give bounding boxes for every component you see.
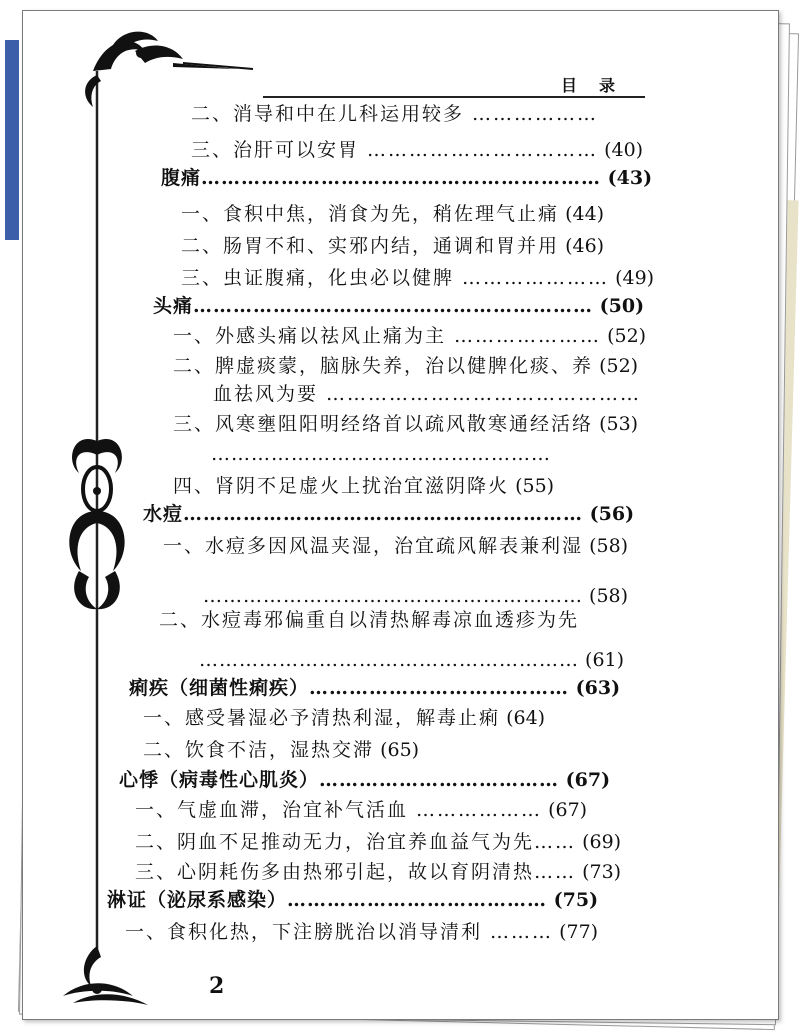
toc-entry: 三、虫证腹痛，化虫必以健脾 ………………… (49) (181, 267, 655, 289)
toc-entry-continued: …………………………………………… (211, 443, 551, 465)
toc-entry: 一、水痘多因风温夹湿，治宜疏风解表兼利湿 (58) (163, 535, 629, 557)
toc-section: 腹痛…………………………………………………… (43) (161, 167, 653, 189)
top-corner-ornament-icon (85, 32, 238, 107)
toc-entry: 二、饮食不洁，湿热交滞 (65) (143, 739, 420, 761)
header-rule (263, 96, 645, 98)
toc-section: 心悸（病毒性心肌炎）……………………………… (67) (119, 769, 611, 791)
toc-entry: 三、心阴耗伤多由热邪引起，故以育阴清热…… (73) (135, 861, 622, 883)
toc-entry: 三、风寒壅阻阳明经络首以疏风散寒通经活络 (53) (173, 413, 639, 435)
toc-entry: 一、感受暑湿必予清热利湿，解毒止痢 (64) (143, 707, 546, 729)
toc-entry: 一、食积化热，下注膀胱治以消导清利 ……… (77) (125, 921, 599, 943)
document-page (22, 10, 779, 1020)
toc-entry: 三、治肝可以安胃 …………………………… (40) (191, 139, 644, 161)
toc-entry-continued: ………………………………………………… (61) (199, 649, 625, 671)
toc-entry: 二、消导和中在儿科运用较多 ……………… (191, 103, 599, 125)
bottom-corner-ornament-icon (63, 946, 148, 1005)
toc-entry-continued: ………………………………………………… (58) (203, 585, 629, 607)
toc-entry-continued: 血祛风为要 ……………………………………… (213, 383, 642, 405)
toc-section: 头痛…………………………………………………… (50) (153, 295, 645, 317)
toc-entry: 一、外感头痛以祛风止痛为主 ………………… (52) (173, 325, 647, 347)
toc-entry: 一、食积中焦，消食为先，稍佐理气止痛 (44) (181, 203, 605, 225)
toc-entry: 二、肠胃不和、实邪内结，通调和胃并用 (46) (181, 235, 605, 257)
toc-section: 水痘…………………………………………………… (56) (143, 503, 635, 525)
toc-entry: 二、阴血不足推动无力，治宜养血益气为先…… (69) (135, 831, 622, 853)
page-number: 2 (209, 973, 225, 999)
background-sheet-edge (5, 40, 19, 240)
toc-entry: 一、气虚血滞，治宜补气活血 ……………… (67) (135, 799, 588, 821)
toc-header: 目录 (561, 76, 638, 95)
toc-entry: 二、脾虚痰蒙，脑脉失养，治以健脾化痰、养 (52) (173, 355, 639, 377)
toc-section: 痢疾（细菌性痢疾）………………………………… (63) (129, 677, 621, 699)
toc-entry: 二、水痘毒邪偏重自以清热解毒凉血透疹为先 (159, 609, 580, 631)
toc-entry: 四、肾阴不足虚火上扰治宜滋阴降火 (55) (173, 475, 555, 497)
toc-section: 淋证（泌尿系感染）………………………………… (75) (107, 889, 599, 911)
